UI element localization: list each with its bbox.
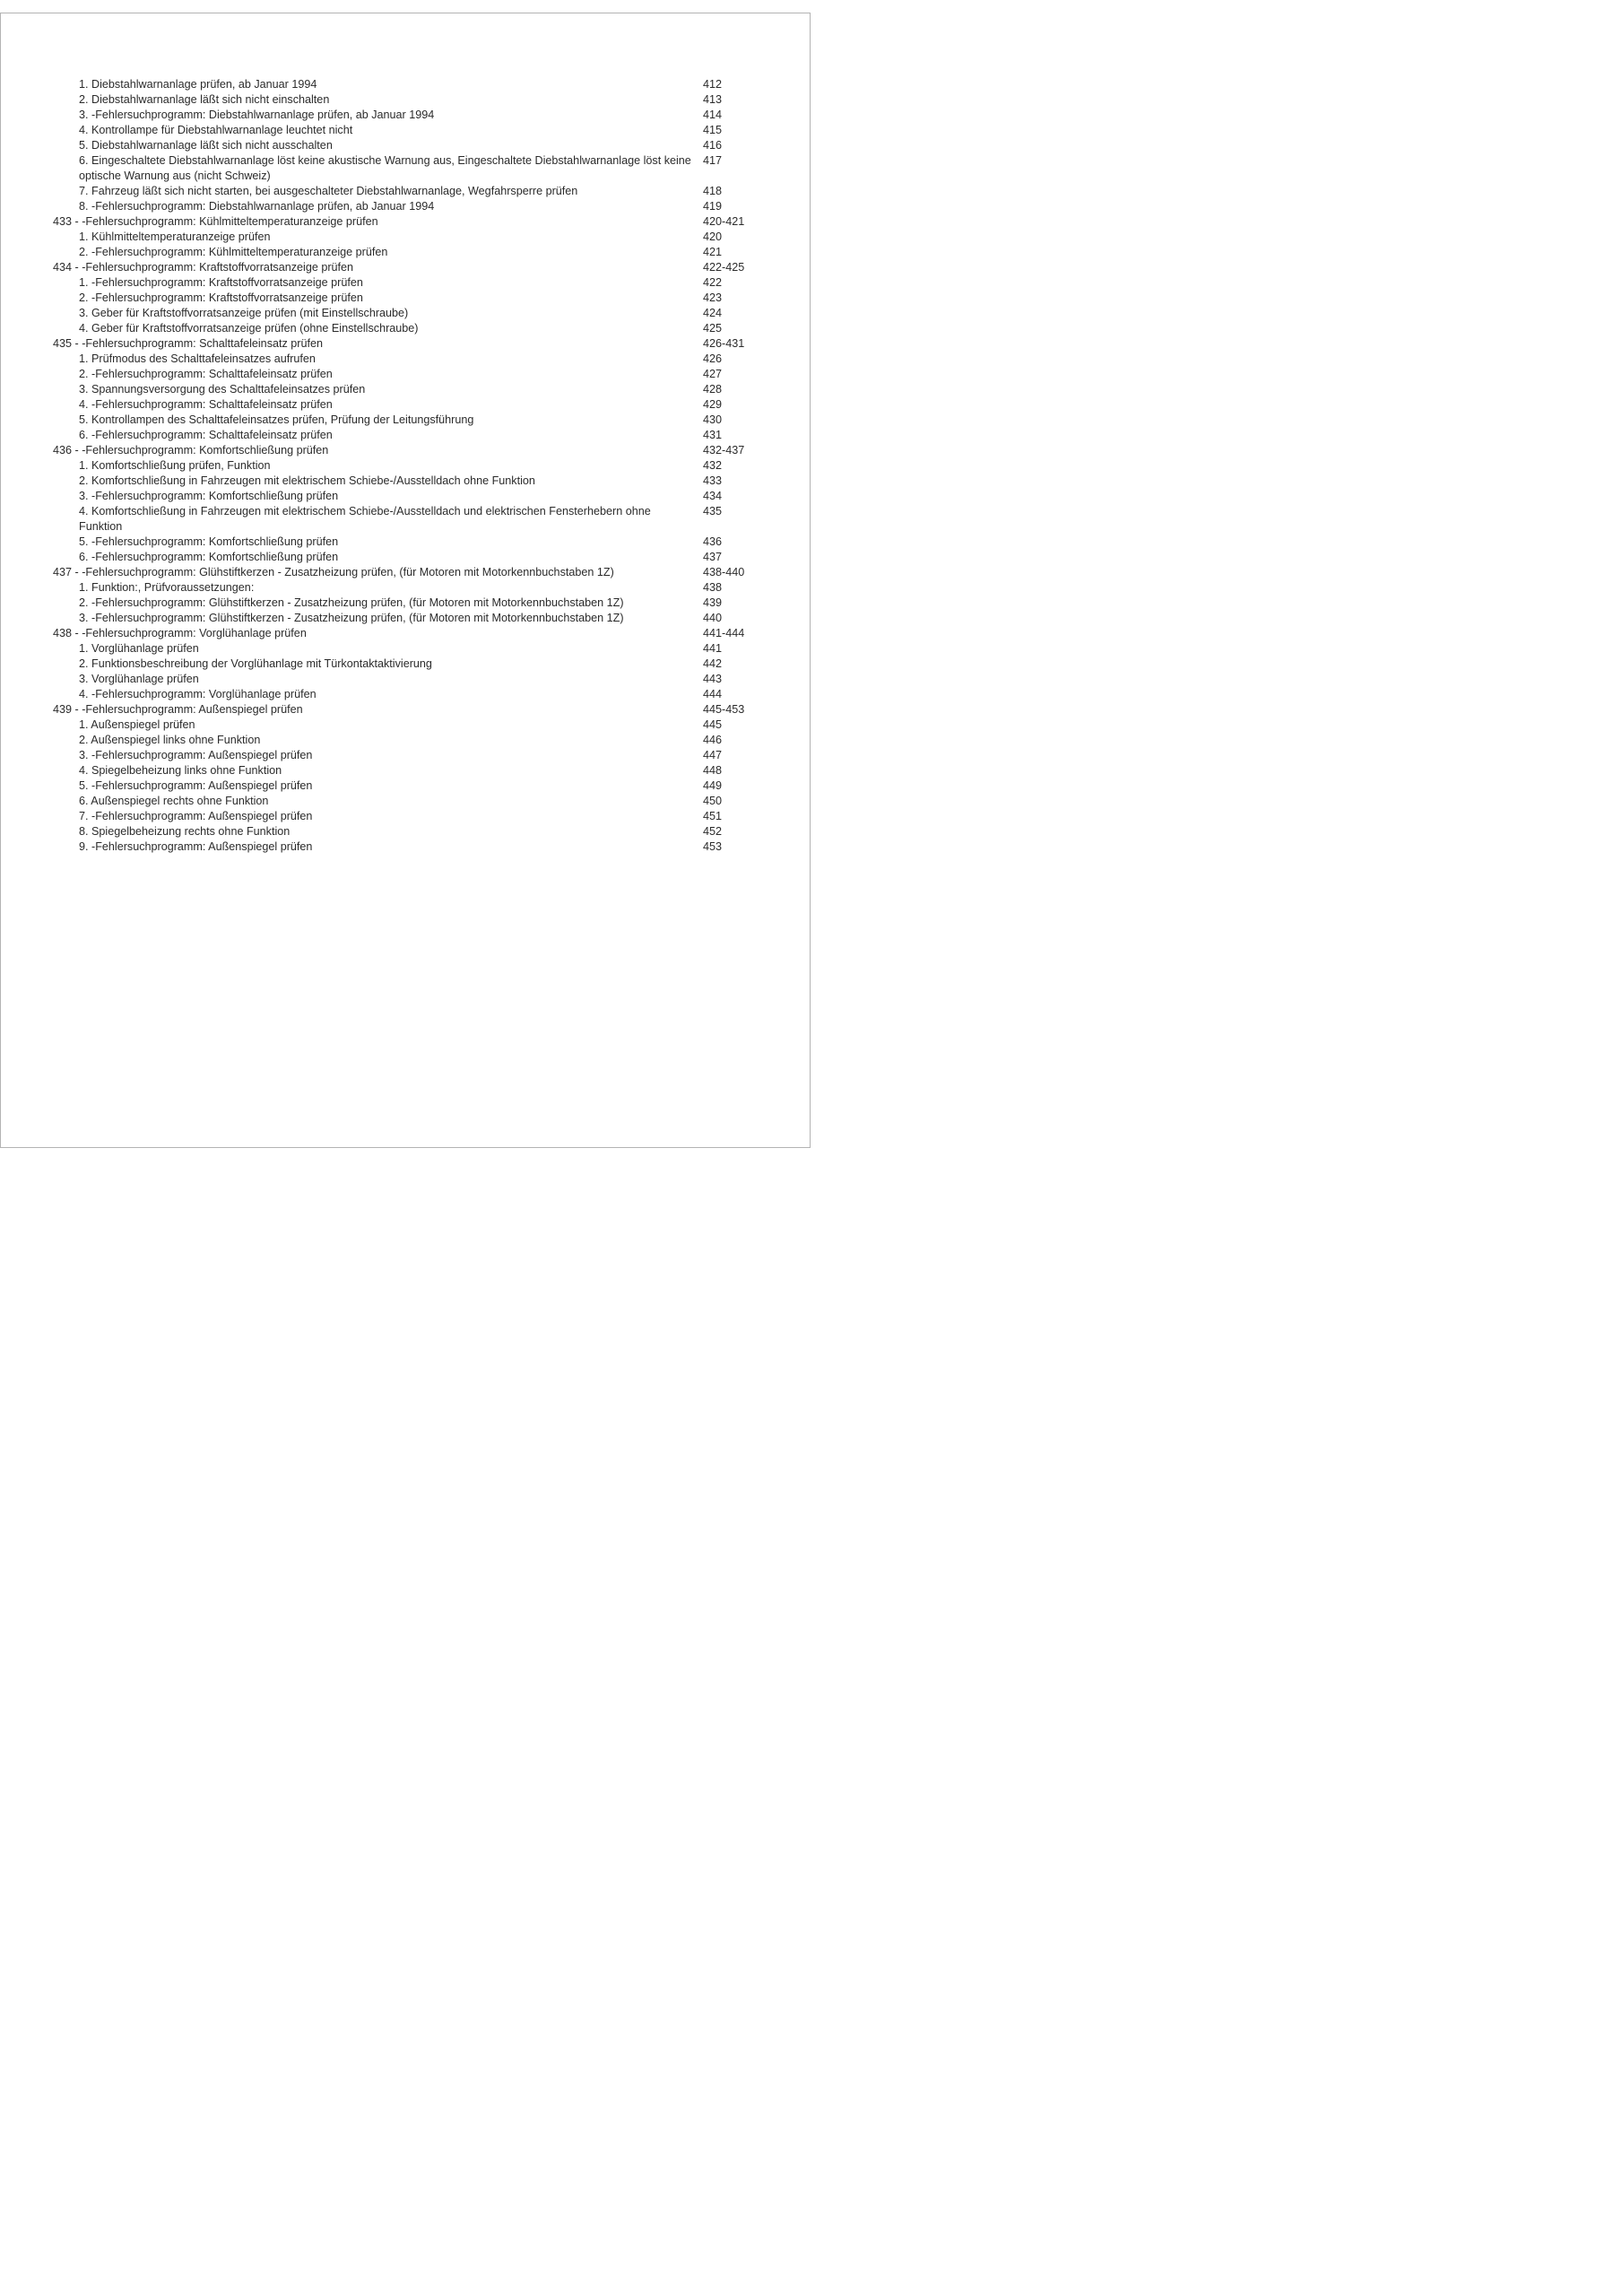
toc-subentry[interactable]	[53, 428, 761, 443]
toc-subentry[interactable]	[53, 306, 761, 321]
toc-entry-title: 2. Diebstahlwarnanlage läßt sich nicht einschalten	[79, 93, 330, 106]
toc-entry-pages: 429	[703, 398, 723, 411]
toc-subentry[interactable]	[53, 718, 761, 733]
toc-entry-title: 1. Prüfmodus des Schalttafeleinsatzes aufrufen	[79, 352, 316, 365]
toc-entry-title: 1. Vorglühanlage prüfen	[79, 642, 199, 655]
toc-subentry[interactable]	[53, 794, 761, 809]
toc-section-entry[interactable]	[53, 443, 761, 458]
toc-entry-pages: 440	[703, 612, 723, 624]
toc-entry-title: 5. Kontrollampen des Schalttafeleinsatzes prüfen, Prüfung der Leitungsführung	[79, 413, 474, 426]
toc-subentry[interactable]	[53, 672, 761, 687]
toc-entry-pages: 450	[703, 795, 723, 807]
toc-entry-pages: 449	[703, 779, 723, 792]
toc-entry-title: 5. -Fehlersuchprogramm: Außenspiegel prüfen	[79, 779, 313, 792]
toc-subentry[interactable]	[53, 199, 761, 214]
toc-subentry[interactable]	[53, 138, 761, 153]
toc-entry-pages: 437	[703, 551, 723, 563]
toc-section-entry[interactable]	[53, 626, 761, 641]
toc-subentry[interactable]	[53, 245, 761, 260]
toc-entry-pages: 422-425	[703, 261, 745, 274]
toc-subentry[interactable]	[53, 184, 761, 199]
toc-entry-pages: 431	[703, 429, 723, 441]
toc-subentry[interactable]	[53, 504, 761, 535]
toc-entry-pages: 453	[703, 840, 723, 853]
toc-subentry[interactable]	[53, 657, 761, 672]
toc-entry-title: 2. -Fehlersuchprogramm: Kühlmitteltemperaturanzeige prüfen	[79, 246, 388, 258]
toc-entry-pages: 416	[703, 139, 723, 152]
toc-entry-pages: 412	[703, 78, 723, 91]
toc-entry-pages: 428	[703, 383, 723, 396]
toc-subentry[interactable]	[53, 352, 761, 367]
toc-subentry[interactable]	[53, 382, 761, 397]
toc-entry-pages: 438-440	[703, 566, 745, 578]
toc-entry-pages: 421	[703, 246, 723, 258]
toc-entry-title: 6. -Fehlersuchprogramm: Komfortschließung prüfen	[79, 551, 339, 563]
toc-entry-pages: 444	[703, 688, 723, 700]
toc-entry-pages: 418	[703, 185, 723, 197]
toc-subentry[interactable]	[53, 367, 761, 382]
toc-entry-title: 1. Funktion:, Prüfvoraussetzungen:	[79, 581, 255, 594]
toc-section-entry[interactable]	[53, 336, 761, 352]
toc-section-entry[interactable]	[53, 565, 761, 580]
toc-entry-pages: 452	[703, 825, 723, 838]
toc-entry-pages: 442	[703, 657, 723, 670]
toc-subentry[interactable]	[53, 763, 761, 778]
toc-subentry[interactable]	[53, 778, 761, 794]
toc-entry-title: 438 - -Fehlersuchprogramm: Vorglühanlage prüfen	[53, 627, 307, 639]
toc-section-entry[interactable]	[53, 702, 761, 718]
toc-entry-pages: 451	[703, 810, 723, 822]
toc-entry-pages: 433	[703, 474, 723, 487]
toc-entry-title: 434 - -Fehlersuchprogramm: Kraftstoffvorratsanzeige prüfen	[53, 261, 354, 274]
toc-entry-title: 7. -Fehlersuchprogramm: Außenspiegel prüfen	[79, 810, 313, 822]
toc-entry-pages: 432	[703, 459, 723, 472]
toc-entry-pages: 414	[703, 109, 723, 121]
toc-entry-pages: 448	[703, 764, 723, 777]
toc-entry-title: 3. -Fehlersuchprogramm: Komfortschließung prüfen	[79, 490, 339, 502]
toc-subentry[interactable]	[53, 809, 761, 824]
toc-entry-title: 3. -Fehlersuchprogramm: Diebstahlwarnanlage prüfen, ab Januar 1994	[79, 109, 435, 121]
toc-entry-title: 1. Komfortschließung prüfen, Funktion	[79, 459, 271, 472]
toc-subentry[interactable]	[53, 153, 761, 184]
toc-entry-title: 2. Komfortschließung in Fahrzeugen mit elektrischem Schiebe-/Ausstelldach ohne Funktion	[79, 474, 535, 487]
toc-subentry[interactable]	[53, 275, 761, 291]
toc-subentry[interactable]	[53, 92, 761, 108]
toc-entry-pages: 417	[703, 154, 723, 167]
toc-entry-title: 439 - -Fehlersuchprogramm: Außenspiegel prüfen	[53, 703, 303, 716]
toc-entry-pages: 446	[703, 734, 723, 746]
toc-entry-title: 8. -Fehlersuchprogramm: Diebstahlwarnanlage prüfen, ab Januar 1994	[79, 200, 435, 213]
toc-entry-pages: 434	[703, 490, 723, 502]
toc-subentry[interactable]	[53, 108, 761, 123]
toc-entry-title: 2. -Fehlersuchprogramm: Schalttafeleinsatz prüfen	[79, 368, 333, 380]
toc-entry-pages: 419	[703, 200, 723, 213]
toc-entry-pages: 427	[703, 368, 723, 380]
toc-entry-title: 6. Außenspiegel rechts ohne Funktion	[79, 795, 269, 807]
toc-subentry[interactable]	[53, 641, 761, 657]
toc-entry-title: 3. Spannungsversorgung des Schalttafeleinsatzes prüfen	[79, 383, 366, 396]
table-of-contents	[53, 77, 761, 855]
toc-entry-title: 436 - -Fehlersuchprogramm: Komfortschließung prüfen	[53, 444, 329, 457]
toc-entry-pages: 420	[703, 230, 723, 243]
toc-entry-title: 2. -Fehlersuchprogramm: Kraftstoffvorratsanzeige prüfen	[79, 291, 363, 304]
toc-entry-title: 3. -Fehlersuchprogramm: Glühstiftkerzen - Zusatzheizung prüfen, (für Motoren mit Motorkennbuchstaben 1Z)	[79, 612, 624, 624]
toc-entry-title: 4. -Fehlersuchprogramm: Schalttafeleinsatz prüfen	[79, 398, 333, 411]
toc-subentry[interactable]	[53, 474, 761, 489]
toc-entry-pages: 423	[703, 291, 723, 304]
toc-entry-title: 6. Eingeschaltete Diebstahlwarnanlage löst keine akustische Warnung aus, Eingeschaltete Diebstahlwarnanlage löst keine optische Warnung aus (nicht Schweiz)	[79, 154, 691, 182]
toc-subentry[interactable]	[53, 748, 761, 763]
toc-entry-title: 4. Spiegelbeheizung links ohne Funktion	[79, 764, 282, 777]
toc-entry-pages: 432-437	[703, 444, 745, 457]
toc-subentry[interactable]	[53, 839, 761, 855]
toc-subentry[interactable]	[53, 824, 761, 839]
toc-entry-title: 9. -Fehlersuchprogramm: Außenspiegel prüfen	[79, 840, 313, 853]
toc-entry-pages: 447	[703, 749, 723, 761]
toc-entry-title: 433 - -Fehlersuchprogramm: Kühlmitteltemperaturanzeige prüfen	[53, 215, 378, 228]
toc-entry-pages: 425	[703, 322, 723, 335]
toc-entry-title: 3. Vorglühanlage prüfen	[79, 673, 199, 685]
toc-entry-pages: 426-431	[703, 337, 745, 350]
toc-entry-pages: 415	[703, 124, 723, 136]
toc-subentry[interactable]	[53, 77, 761, 92]
toc-entry-title: 1. Außenspiegel prüfen	[79, 718, 195, 731]
toc-entry-title: 7. Fahrzeug läßt sich nicht starten, bei ausgeschalteter Diebstahlwarnanlage, Wegfahrsperre prüfen	[79, 185, 578, 197]
toc-subentry[interactable]	[53, 611, 761, 626]
toc-entry-pages: 424	[703, 307, 723, 319]
toc-entry-pages: 438	[703, 581, 723, 594]
toc-entry-title: 1. Kühlmitteltemperaturanzeige prüfen	[79, 230, 271, 243]
toc-entry-title: 5. Diebstahlwarnanlage läßt sich nicht ausschalten	[79, 139, 333, 152]
toc-entry-title: 4. Geber für Kraftstoffvorratsanzeige prüfen (ohne Einstellschraube)	[79, 322, 419, 335]
toc-entry-title: 3. -Fehlersuchprogramm: Außenspiegel prüfen	[79, 749, 313, 761]
toc-entry-title: 5. -Fehlersuchprogramm: Komfortschließung prüfen	[79, 535, 339, 548]
toc-subentry[interactable]	[53, 321, 761, 336]
toc-entry-pages: 441	[703, 642, 723, 655]
toc-subentry[interactable]	[53, 580, 761, 596]
toc-subentry[interactable]	[53, 458, 761, 474]
toc-entry-pages: 439	[703, 596, 723, 609]
toc-entry-pages: 426	[703, 352, 723, 365]
toc-entry-pages: 422	[703, 276, 723, 289]
toc-subentry[interactable]	[53, 397, 761, 413]
toc-subentry[interactable]	[53, 733, 761, 748]
toc-entry-title: 1. -Fehlersuchprogramm: Kraftstoffvorratsanzeige prüfen	[79, 276, 363, 289]
toc-subentry[interactable]	[53, 550, 761, 565]
toc-entry-title: 3. Geber für Kraftstoffvorratsanzeige prüfen (mit Einstellschraube)	[79, 307, 409, 319]
toc-section-entry[interactable]	[53, 260, 761, 275]
toc-entry-pages: 435	[703, 505, 723, 517]
toc-entry-pages: 430	[703, 413, 723, 426]
toc-entry-title: 6. -Fehlersuchprogramm: Schalttafeleinsatz prüfen	[79, 429, 333, 441]
toc-subentry[interactable]	[53, 687, 761, 702]
toc-entry-pages: 413	[703, 93, 723, 106]
toc-entry-title: 4. Komfortschließung in Fahrzeugen mit elektrischem Schiebe-/Ausstelldach und elektrischen Fensterhebern ohne Funktion	[79, 505, 651, 533]
toc-subentry[interactable]	[53, 489, 761, 504]
document-page	[0, 13, 811, 1148]
toc-entry-pages: 445-453	[703, 703, 745, 716]
toc-entry-title: 8. Spiegelbeheizung rechts ohne Funktion	[79, 825, 291, 838]
toc-entry-title: 4. Kontrollampe für Diebstahlwarnanlage leuchtet nicht	[79, 124, 353, 136]
toc-entry-pages: 443	[703, 673, 723, 685]
toc-entry-title: 2. -Fehlersuchprogramm: Glühstiftkerzen - Zusatzheizung prüfen, (für Motoren mit Motorkennbuchstaben 1Z)	[79, 596, 624, 609]
toc-entry-pages: 445	[703, 718, 723, 731]
toc-entry-pages: 436	[703, 535, 723, 548]
toc-subentry[interactable]	[53, 291, 761, 306]
toc-subentry[interactable]	[53, 413, 761, 428]
toc-subentry[interactable]	[53, 535, 761, 550]
toc-section-entry[interactable]	[53, 214, 761, 230]
toc-entry-title: 1. Diebstahlwarnanlage prüfen, ab Januar 1994	[79, 78, 317, 91]
toc-entry-title: 4. -Fehlersuchprogramm: Vorglühanlage prüfen	[79, 688, 317, 700]
toc-entry-title: 435 - -Fehlersuchprogramm: Schalttafeleinsatz prüfen	[53, 337, 323, 350]
toc-entry-title: 437 - -Fehlersuchprogramm: Glühstiftkerzen - Zusatzheizung prüfen, (für Motoren mit Motorkennbuchstaben 1Z)	[53, 566, 614, 578]
toc-entry-pages: 420-421	[703, 215, 745, 228]
toc-entry-title: 2. Außenspiegel links ohne Funktion	[79, 734, 261, 746]
toc-subentry[interactable]	[53, 596, 761, 611]
toc-subentry[interactable]	[53, 123, 761, 138]
toc-entry-pages: 441-444	[703, 627, 745, 639]
toc-entry-title: 2. Funktionsbeschreibung der Vorglühanlage mit Türkontaktaktivierung	[79, 657, 432, 670]
toc-subentry[interactable]	[53, 230, 761, 245]
